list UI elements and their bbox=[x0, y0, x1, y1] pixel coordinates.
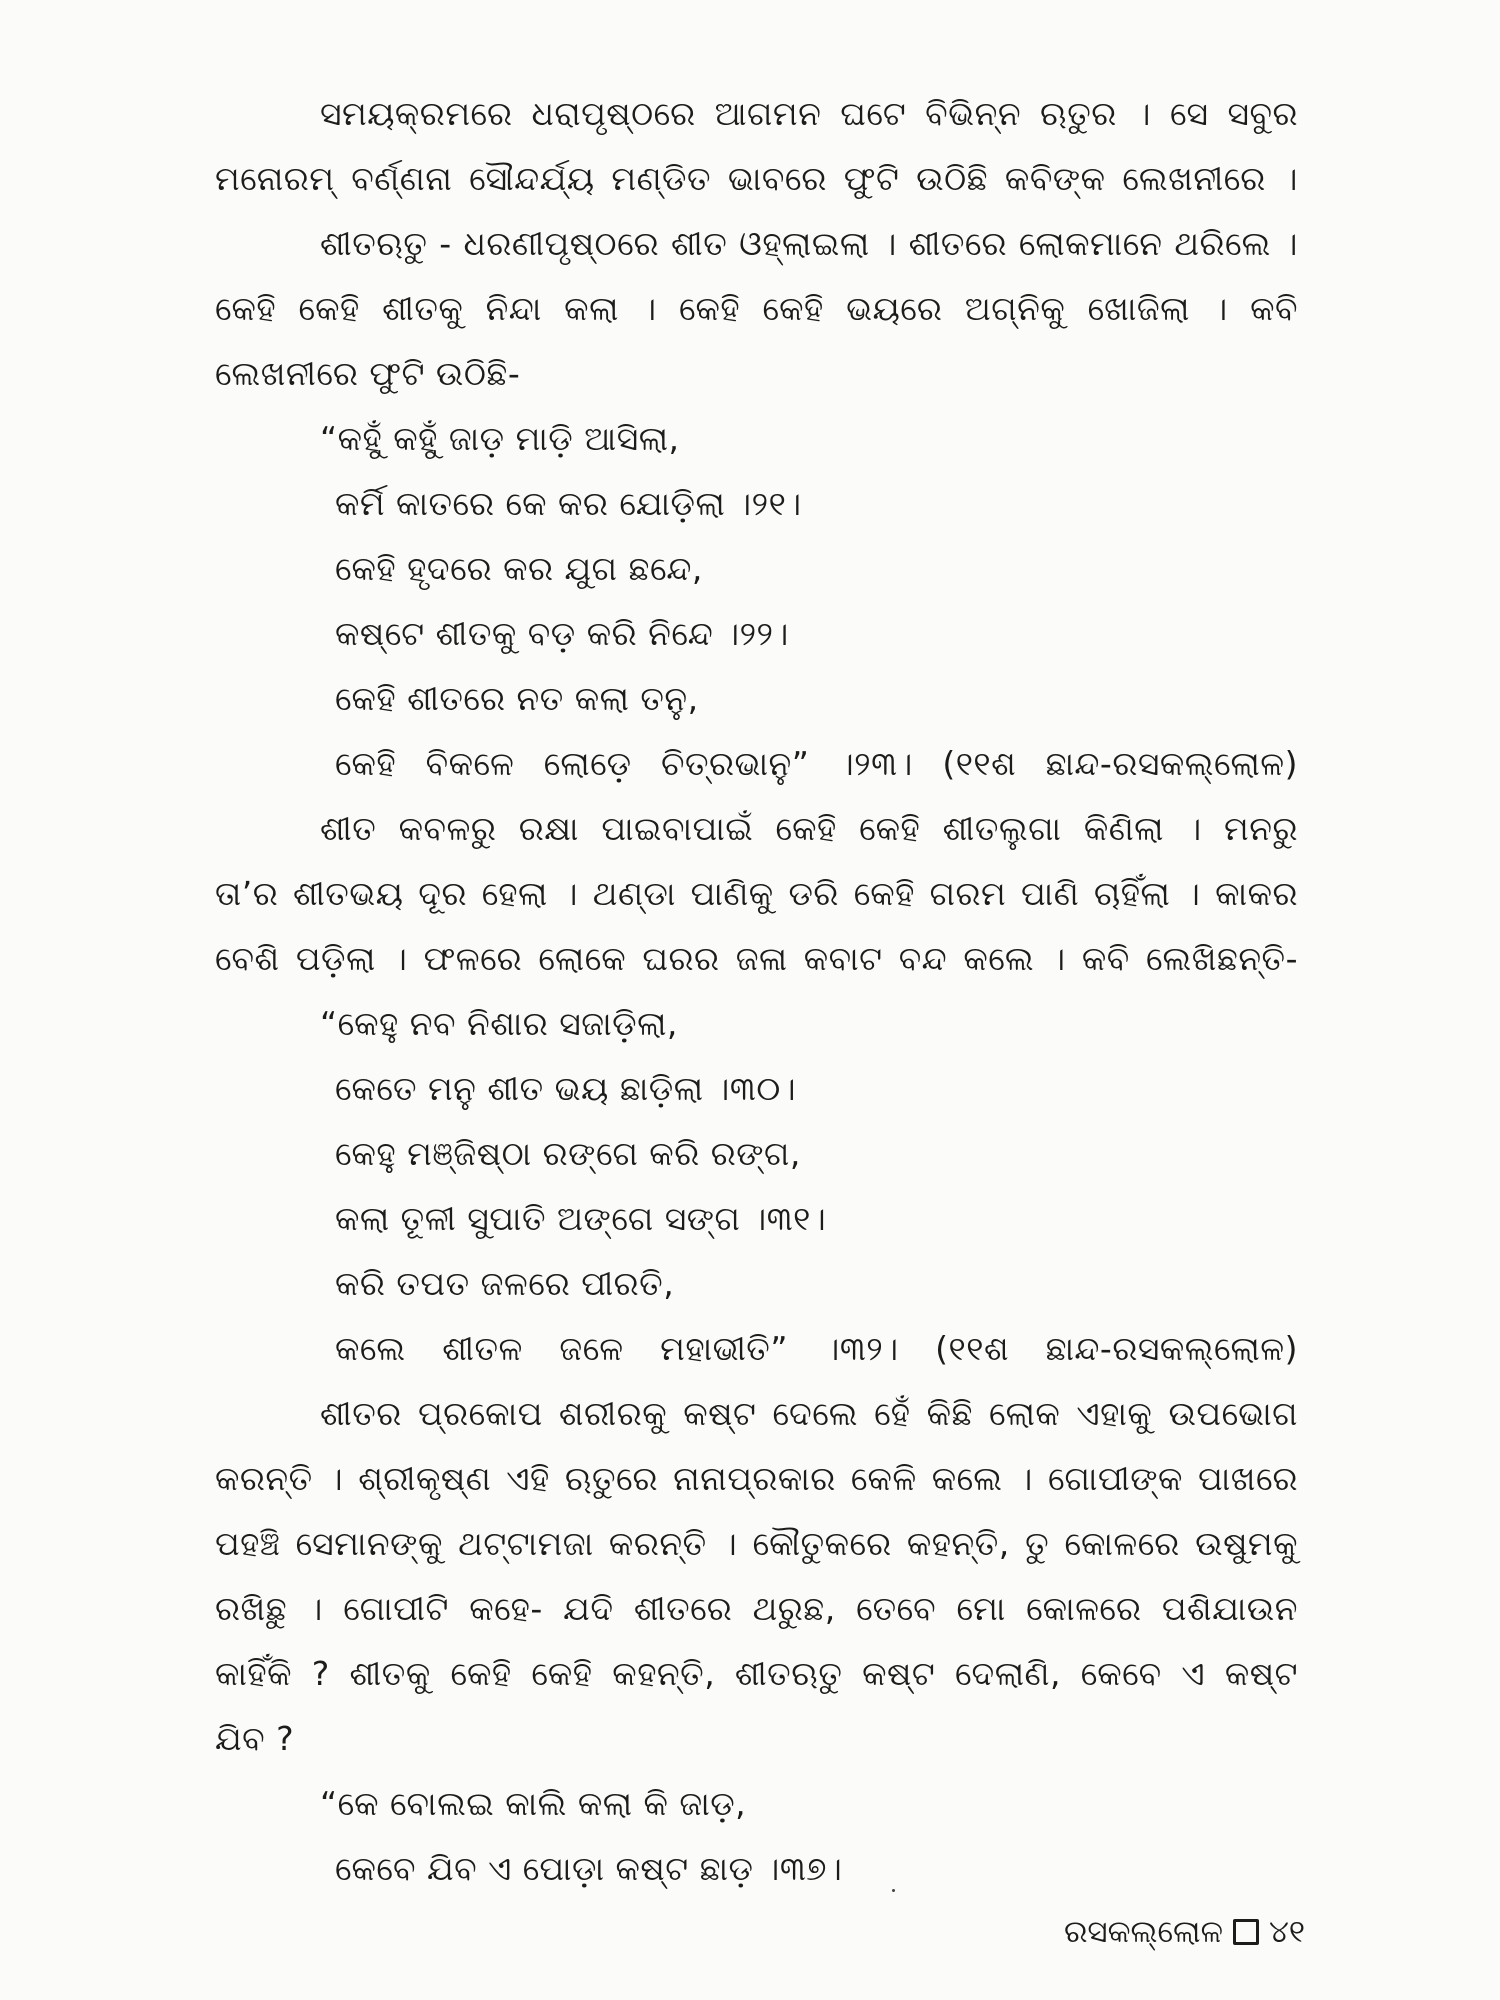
verse-line: କେହି ବିକଳେ ଲୋଡ଼େ ଚିତ୍ରଭାନୁ” ।୨୩। (୧୧ଶ ଛାନ୍ଦ-ରସକଲ୍ଲୋଳ) bbox=[335, 744, 1298, 783]
paragraph-line: ରଖିଛୁ । ଗୋପୀଟି କହେ- ଯଦି ଶୀତରେ ଥରୁଛ, ତେବେ ମୋ କୋଳରେ ପଶିଯାଉନ bbox=[215, 1589, 1298, 1628]
verse-line: କଲେ ଶୀତଳ ଜଳେ ମହାଭୀତି” ।୩୨। (୧୧ଶ ଛାନ୍ଦ-ରସକଲ୍ଲୋଳ) bbox=[335, 1329, 1298, 1368]
page-number: ୪୧ bbox=[1268, 1914, 1305, 1950]
paragraph-line: କାହିଁକି ? ଶୀତକୁ କେହି କେହି କହନ୍ତି, ଶୀତଋତୁ କଷ୍ଟ ଦେଲାଣି, କେବେ ଏ କଷ୍ଟ bbox=[215, 1654, 1298, 1693]
paragraph-line: ସମୟକ୍ରମରେ ଧରାପୃଷ୍ଠରେ ଆଗମନ ଘଟେ ବିଭିନ୍ନ ଋତୁର । ସେ ସବୁର bbox=[320, 94, 1298, 133]
running-title: ରସକଲ୍ଲୋଳ bbox=[1063, 1914, 1223, 1950]
verse-line: କଷ୍ଟେ ଶୀତକୁ ବଡ଼ କରି ନିନ୍ଦେ ।୨୨। bbox=[335, 614, 789, 653]
paragraph-line: ଶୀତର ପ୍ରକୋପ ଶରୀରକୁ କଷ୍ଟ ଦେଲେ ହେଁ କିଛି ଲୋକ ଏହାକୁ ଉପଭୋଗ bbox=[320, 1394, 1298, 1433]
paragraph-line: ଶୀତଋତୁ - ଧରଣୀପୃଷ୍ଠରେ ଶୀତ ଓହ୍ଲାଇଲା । ଶୀତରେ ଲୋକମାନେ ଥରିଲେ । bbox=[320, 224, 1298, 263]
paragraph-line: କେହି କେହି ଶୀତକୁ ନିନ୍ଦା କଲା । କେହି କେହି ଭୟରେ ଅଗ୍ନିକୁ ଖୋଜିଲା । କବି bbox=[215, 289, 1298, 328]
square-ornament-icon bbox=[1233, 1919, 1259, 1945]
verse-line: କରି ତପତ ଜଳରେ ପୀରତି, bbox=[335, 1264, 675, 1303]
verse-line: କେହୁ ମଞ୍ଜିଷ୍ଠା ରଙ୍ଗେ କରି ରଙ୍ଗ, bbox=[335, 1134, 801, 1173]
paragraph-line: ଯିବ ? bbox=[215, 1719, 295, 1758]
paragraph-line: ଶୀତ କବଳରୁ ରକ୍ଷା ପାଇବାପାଇଁ କେହି କେହି ଶୀତଲୁଗା କିଣିଲା । ମନରୁ bbox=[320, 809, 1298, 848]
verse-line: କେହି ଶୀତରେ ନତ କଲା ତନୁ, bbox=[335, 679, 699, 718]
paragraph-line: କରନ୍ତି । ଶ୍ରୀକୃଷ୍ଣ ଏହି ଋତୁରେ ନାନାପ୍ରକାର କେଳି କଲେ । ଗୋପୀଙ୍କ ପାଖରେ bbox=[215, 1459, 1298, 1498]
verse-line: କେବେ ଯିବ ଏ ପୋଡ଼ା କଷ୍ଟ ଛାଡ଼ ।୩୭। bbox=[335, 1849, 843, 1888]
verse-line: “କହୁଁ କହୁଁ ଜାଡ଼ ମାଡ଼ି ଆସିଲା, bbox=[320, 419, 680, 458]
verse-line: କେହି ହୃଦରେ କର ଯୁଗ ଛନ୍ଦେ, bbox=[335, 549, 703, 588]
page-footer bbox=[1064, 1912, 1305, 1952]
print-speck bbox=[892, 1889, 895, 1892]
paragraph-line: ପହଞ୍ଚି ସେମାନଙ୍କୁ ଥଟ୍ଟାମଜା କରନ୍ତି । କୌତୁକରେ କହନ୍ତି, ତୁ କୋଳରେ ଉଷୁମକୁ bbox=[215, 1524, 1298, 1563]
paragraph-line: ଲେଖନୀରେ ଫୁଟି ଉଠିଛି- bbox=[215, 354, 521, 393]
paragraph-line: ମନୋରମ୍ ବର୍ଣ୍ଣନା ସୌନ୍ଦର୍ଯ୍ୟ ମଣ୍ଡିତ ଭାବରେ ଫୁଟି ଉଠିଛି କବିଙ୍କ ଲେଖନୀରେ । bbox=[215, 159, 1298, 198]
verse-line: କଲା ତୂଳୀ ସୁପାତି ଅଙ୍ଗେ ସଙ୍ଗ ।୩୧। bbox=[335, 1199, 827, 1238]
paragraph-line: ତା’ର ଶୀତଭୟ ଦୂର ହେଲା । ଥଣ୍ଡା ପାଣିକୁ ଡରି କେହି ଗରମ ପାଣି ଚାହିଁଲା । କାକର bbox=[215, 874, 1298, 913]
verse-line: “କେ ବୋଲଇ କାଲି କଲା କି ଜାଡ଼, bbox=[320, 1784, 747, 1823]
verse-line: କେତେ ମନୁ ଶୀତ ଭୟ ଛାଡ଼ିଲା ।୩୦। bbox=[335, 1069, 797, 1108]
paragraph-line: ବେଶି ପଡ଼ିଲା । ଫଳରେ ଲୋକେ ଘରର ଜଳା କବାଟ ବନ୍ଦ କଲେ । କବି ଲେଖିଛନ୍ତି- bbox=[215, 939, 1298, 978]
verse-line: କର୍ମି କାତରେ କେ କର ଯୋଡ଼ିଲା ।୨୧। bbox=[335, 484, 802, 523]
verse-line: “କେହୁ ନବ ନିଶାର ସଜାଡ଼ିଲା, bbox=[320, 1004, 678, 1043]
